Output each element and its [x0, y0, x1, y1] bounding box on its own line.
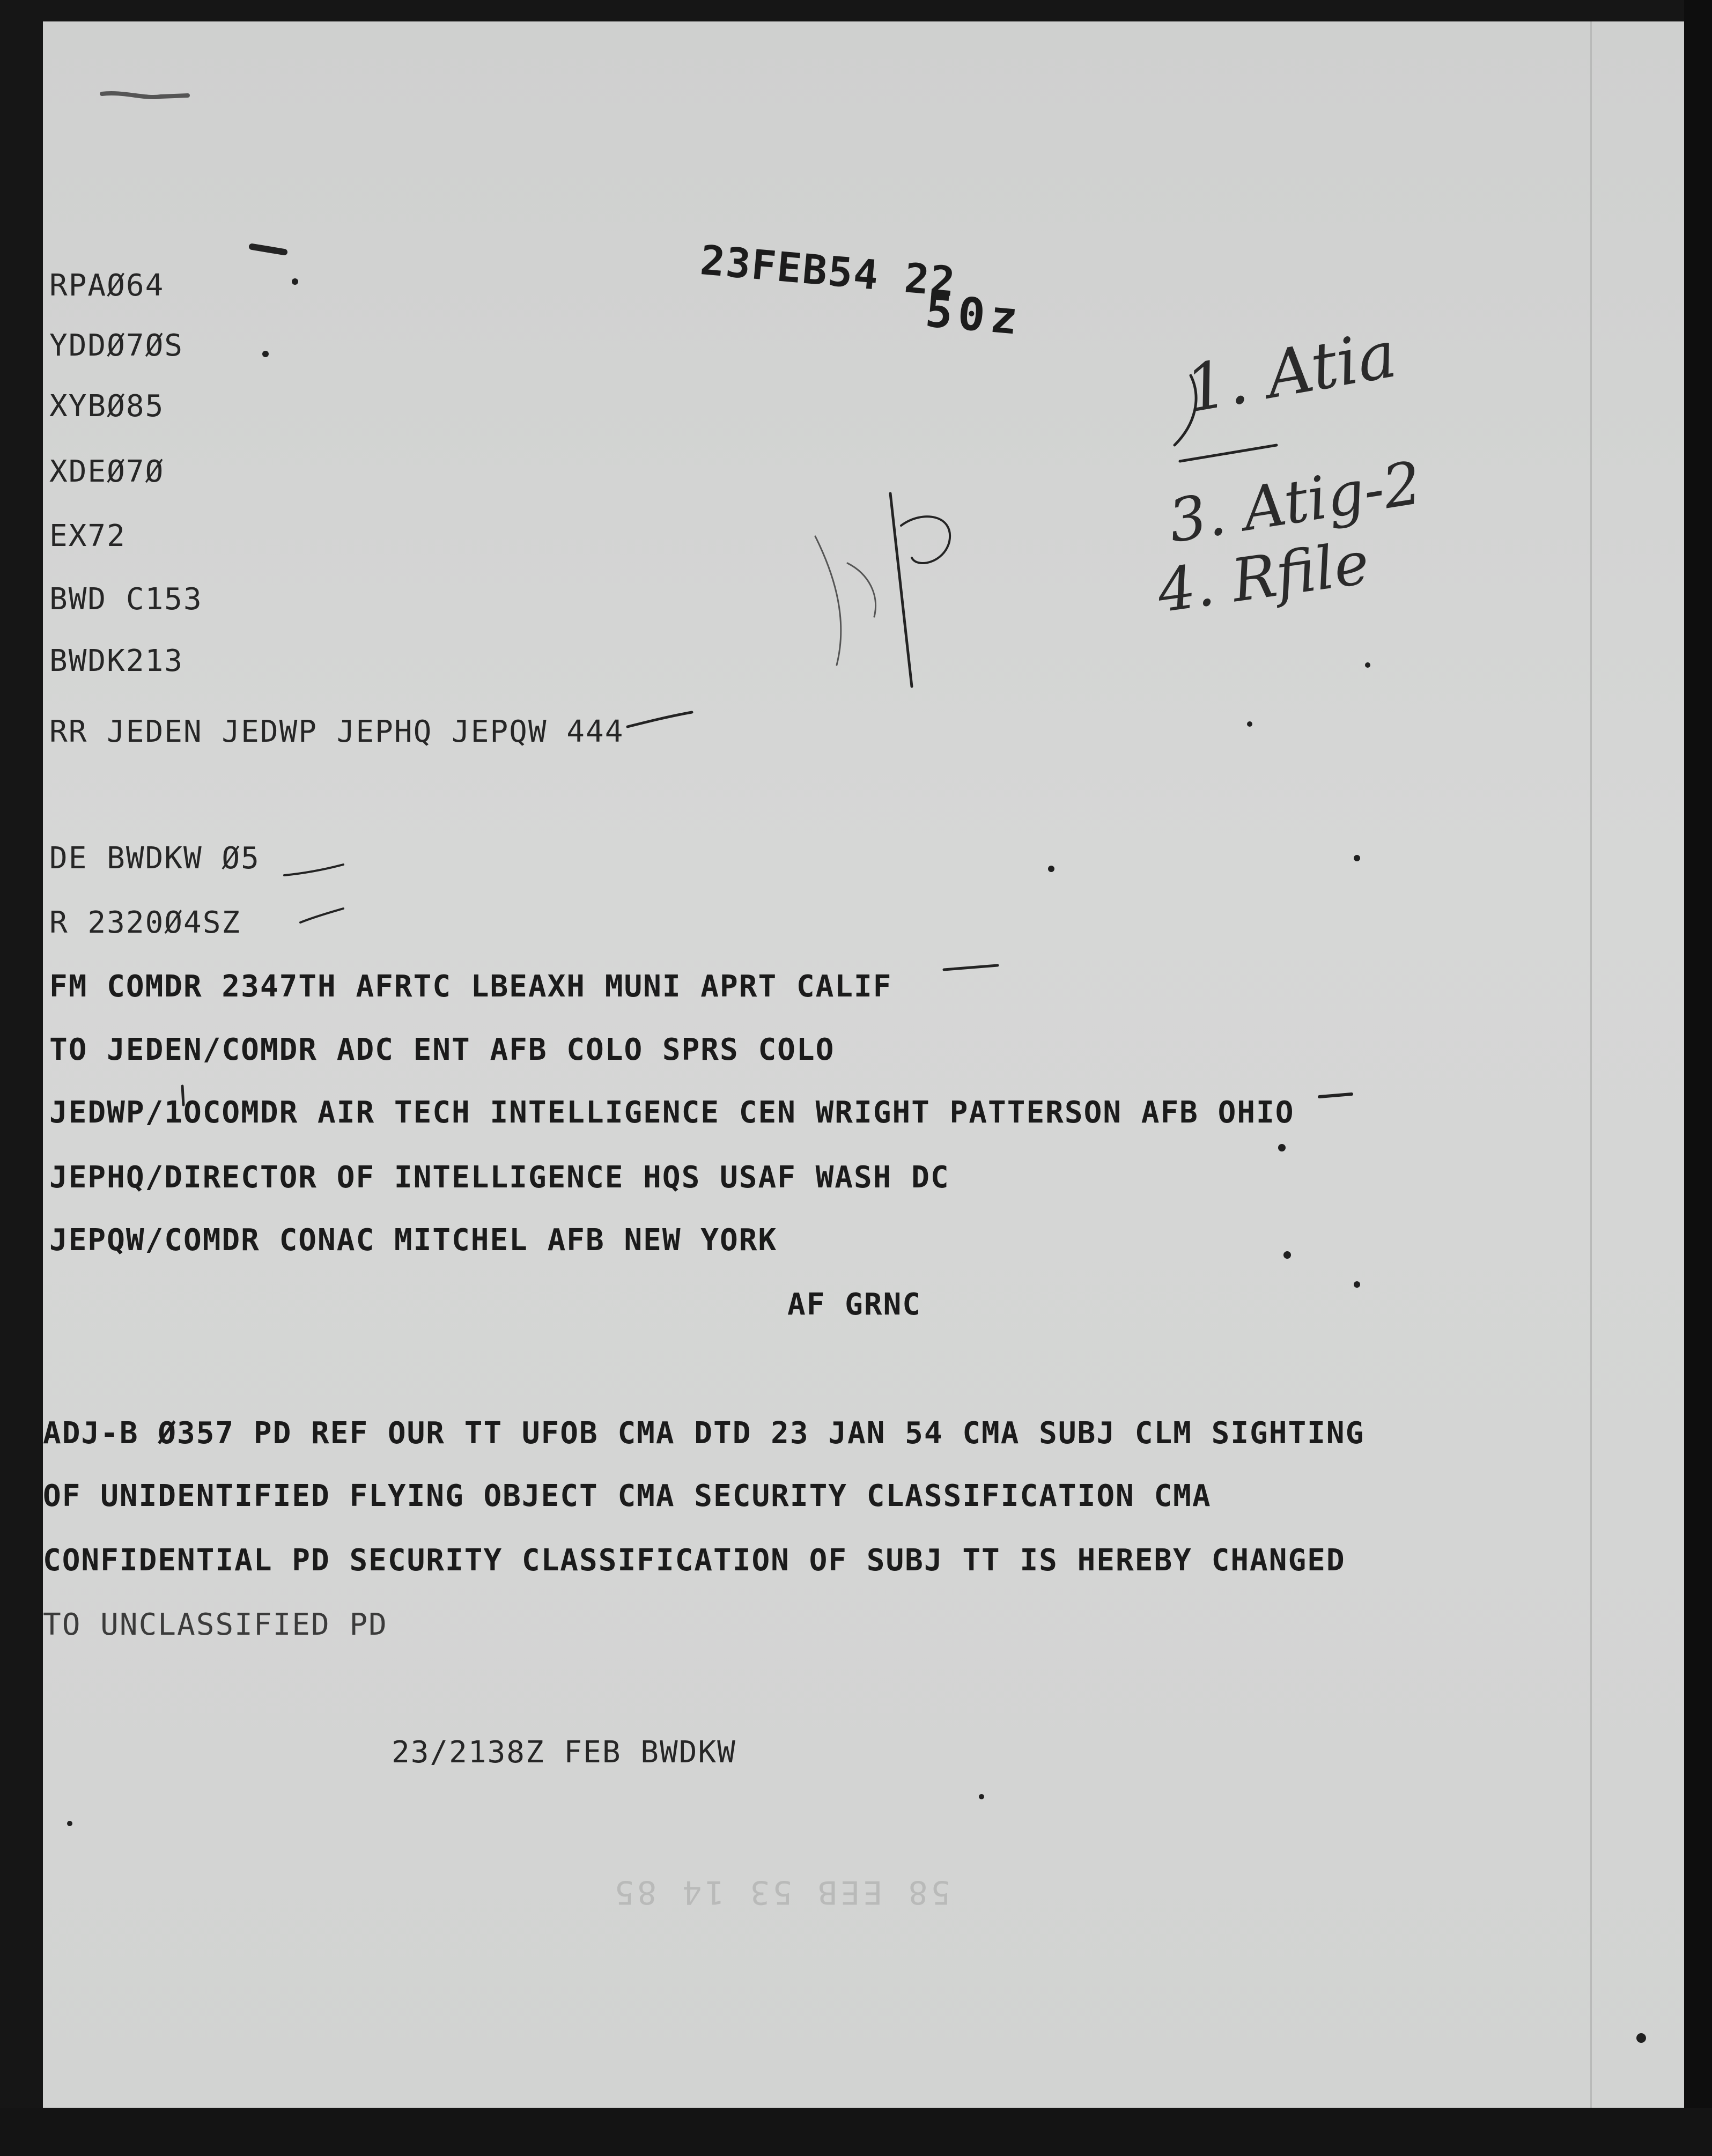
handwritten-routing-note: 1. Atia	[1180, 317, 1402, 427]
header-code: BWD C153	[49, 582, 203, 617]
to-line: TO JEDEN/COMDR ADC ENT AFB COLO SPRS COLO	[49, 1032, 835, 1067]
to-line: JEDWP/1OCOMDR AIR TECH INTELLIGENCE CEN WRIGHT PATTERSON AFB OHIO	[49, 1095, 1295, 1130]
from-line: FM COMDR 2347TH AFRTC LBEAXH MUNI APRT CALIF	[49, 969, 892, 1004]
receipt-time-stamp: 50z	[923, 284, 1025, 345]
to-line: JEPHQ/DIRECTOR OF INTELLIGENCE HQS USAF WASH DC	[49, 1160, 950, 1195]
page-fold-line	[1590, 21, 1592, 2108]
message-footer: 23/2138Z FEB BWDKW	[392, 1735, 736, 1770]
header-code: XDEØ7Ø	[49, 454, 165, 489]
body-line: TO UNCLASSIFIED PD	[43, 1607, 388, 1642]
bleed-through-stamp: 58 EEB 53 14 85	[611, 1873, 950, 1911]
scan-edge-right	[1684, 0, 1712, 2156]
handwritten-routing-note: 4. Rfile	[1153, 528, 1374, 626]
receipt-date-stamp: 23FEB54 22	[698, 236, 958, 306]
handwritten-routing-note: 3. Atig-2	[1164, 448, 1426, 556]
classification-line: AF GRNC	[787, 1287, 922, 1322]
routing-indicator-line: RR JEDEN JEDWP JEPHQ JEPQW 444	[49, 714, 624, 749]
teletype-page	[43, 21, 1684, 2129]
header-code: XYBØ85	[49, 389, 165, 424]
header-code: BWDK213	[49, 644, 184, 678]
body-line: CONFIDENTIAL PD SECURITY CLASSIFICATION OF SUBJ TT IS HEREBY CHANGED	[43, 1543, 1346, 1578]
scan-edge-bottom	[0, 2108, 1712, 2156]
body-line: ADJ-B Ø357 PD REF OUR TT UFOB CMA DTD 23 JAN 54 CMA SUBJ CLM SIGHTING	[43, 1416, 1365, 1451]
body-line: OF UNIDENTIFIED FLYING OBJECT CMA SECURITY CLASSIFICATION CMA	[43, 1479, 1212, 1513]
de-line: DE BWDKW Ø5	[49, 841, 260, 876]
header-code: YDDØ7ØS	[49, 328, 184, 363]
header-code: EX72	[49, 519, 126, 553]
precedence-line: R 2320Ø4SZ	[49, 905, 241, 940]
to-line: JEPQW/COMDR CONAC MITCHEL AFB NEW YORK	[49, 1223, 778, 1258]
header-code: RPAØ64	[49, 268, 165, 303]
